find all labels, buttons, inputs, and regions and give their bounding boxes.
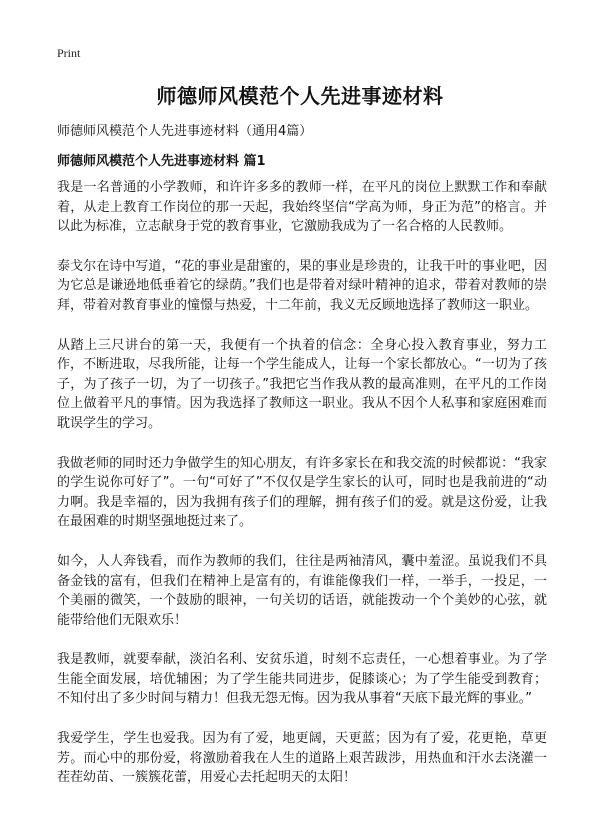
document-body <box>57 178 547 808</box>
paragraph-2: 泰戈尔在诗中写道，“花的事业是甜蜜的，果的事业是珍贵的，让我干叶的事业吧，因为它总是谦逊地低垂着它的绿荫。”我们也是带着对绿叶精神的追求，带着对教师的崇拜，带着对教育事业的憧憬与热爱，十二年前，我义无反顾地选择了教师这一职业。 <box>57 258 547 313</box>
print-link[interactable]: Print <box>57 46 81 60</box>
paragraph-3: 从踏上三尺讲台的第一天，我便有一个执着的信念：全身心投入教育事业，努力工作，不断进取，尽我所能，让每一个学生能成人，让每一个家长都放心。“一切为了孩子，为了孩子一切，为了一切孩子。”我把它当作我从教的最高准则，在平凡的工作岗位上做着平凡的事情。因为我选择了教师这一职业。我从不因个人私事和家庭困难而耽误学生的学习。 <box>57 337 547 431</box>
paragraph-6: 我是教师，就要奉献，淡泊名利、安贫乐道，时刻不忘责任，一心想着事业。为了学生能全面发展，培优辅困；为了学生能共同进步，促膝谈心；为了学生能受到教育；不知付出了多少时间与精力！但我无怨无悔。因为我从事着“天底下最光辉的事业。” <box>57 652 547 707</box>
section-heading: 师德师风模范个人先进事迹材料 篇1 <box>57 154 266 169</box>
paragraph-7: 我爱学生，学生也爱我。因为有了爱，地更阔，天更蓝；因为有了爱，花更艳，草更芳。而心中的那份爱，将激励着我在人生的道路上艰苦跋涉，用热血和汗水去浇灌一茬茬幼苗、一簇簇花蕾，用爱心去托起明天的太阳！ <box>57 731 547 786</box>
document-title: 师德师风模范个人先进事迹材料 <box>156 84 444 108</box>
paragraph-5: 如今，人人奔钱看，而作为教师的我们，往往是两袖清风，囊中羞涩。虽说我们不具备金钱的富有，但我们在精神上是富有的，有谁能像我们一样，一举手，一投足，一个美丽的微笑，一个鼓励的眼神，一句关切的话语，就能拨动一个个美妙的心弦，就能带给他们无限欢乐！ <box>57 553 547 628</box>
paragraph-1: 我是一名普通的小学教师，和许许多多的教师一样，在平凡的岗位上默默工作和奉献着，从走上教育工作岗位的那一天起，我始终坚信“学高为师，身正为范”的格言。并以此为标准，立志献身于党的教育事业，它激励我成为了一名合格的人民教师。 <box>57 180 547 235</box>
document-subtitle: 师德师风模范个人先进事迹材料（通用4篇） <box>57 124 313 139</box>
paragraph-4: 我做老师的同时还力争做学生的知心朋友，有许多家长在和我交流的时候都说：“我家的学生说你可好了”。一句“可好了”不仅仅是学生家长的认可，同时也是我前进的“动力啊。我是幸福的，因为我拥有孩子们的理解，拥有孩子们的爱。就是这份爱，让我在最困难的时期坚强地挺过来了。 <box>57 455 547 530</box>
